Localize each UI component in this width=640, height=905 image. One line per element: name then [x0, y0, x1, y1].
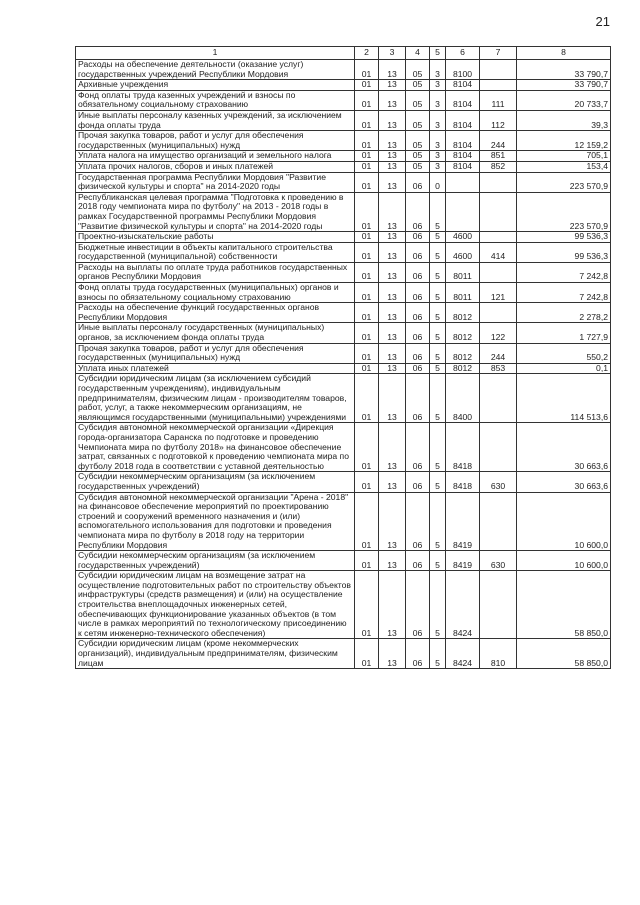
row-description: Иные выплаты персоналу государственных (муниципальных) органов, за исключением фонда оплаты труда	[76, 323, 355, 343]
row-code-c4: 05	[406, 80, 430, 91]
row-code-c7: 414	[480, 242, 517, 262]
row-code-c5: 5	[430, 551, 446, 571]
row-code-c6: 8012	[446, 323, 480, 343]
row-code-c2: 01	[355, 423, 379, 472]
row-code-c5: 5	[430, 492, 446, 551]
row-amount: 58 850,0	[517, 639, 611, 669]
row-code-c2: 01	[355, 571, 379, 639]
row-code-c3: 13	[379, 363, 406, 374]
row-code-c3: 13	[379, 151, 406, 162]
row-code-c5: 0	[430, 172, 446, 192]
row-code-c4: 06	[406, 192, 430, 231]
row-code-c3: 13	[379, 232, 406, 243]
row-code-c7: 810	[480, 639, 517, 669]
row-code-c2: 01	[355, 639, 379, 669]
table-row	[76, 639, 611, 669]
row-description: Фонд оплаты труда казенных учреждений и взносы по обязательному социальному страхованию	[76, 90, 355, 110]
row-code-c6: 8104	[446, 131, 480, 151]
row-code-c6: 8400	[446, 374, 480, 423]
table-row	[76, 472, 611, 492]
row-code-c5: 3	[430, 151, 446, 162]
row-code-c6: 8011	[446, 262, 480, 282]
column-header-4: 4	[406, 47, 430, 60]
row-code-c2: 01	[355, 262, 379, 282]
row-description: Уплата иных платежей	[76, 363, 355, 374]
row-code-c5: 5	[430, 472, 446, 492]
table-body	[76, 60, 611, 669]
row-code-c5: 3	[430, 131, 446, 151]
row-code-c6: 8011	[446, 283, 480, 303]
table-row	[76, 262, 611, 282]
row-code-c2: 01	[355, 60, 379, 80]
table-row	[76, 232, 611, 243]
row-code-c5: 3	[430, 90, 446, 110]
table-row	[76, 131, 611, 151]
row-code-c4: 06	[406, 423, 430, 472]
row-description: Субсидии юридическим лицам (кроме некоммерческих организаций), индивидуальным предпринимателям, физическим лицам	[76, 639, 355, 669]
row-code-c4: 06	[406, 323, 430, 343]
row-amount: 99 536,3	[517, 232, 611, 243]
row-code-c4: 06	[406, 492, 430, 551]
column-header-6: 6	[446, 47, 480, 60]
row-code-c7: 111	[480, 90, 517, 110]
column-header-3: 3	[379, 47, 406, 60]
row-amount: 114 513,6	[517, 374, 611, 423]
row-code-c2: 01	[355, 472, 379, 492]
row-code-c5: 5	[430, 571, 446, 639]
table-row	[76, 110, 611, 130]
row-code-c2: 01	[355, 492, 379, 551]
row-code-c7	[480, 303, 517, 323]
row-code-c2: 01	[355, 343, 379, 363]
row-code-c2: 01	[355, 323, 379, 343]
row-code-c6: 8419	[446, 551, 480, 571]
row-code-c6: 8419	[446, 492, 480, 551]
row-code-c3: 13	[379, 90, 406, 110]
row-code-c7	[480, 192, 517, 231]
row-code-c4: 05	[406, 151, 430, 162]
row-description: Субсидия автономной некоммерческой организации «Дирекция города-организатора Саранска по подготовке и проведению Чемпионата мира по футболу 2018» на финансовое обеспечение затрат, связанных с подготовкой к проведению чемпионата мира по футболу 2018 года в соответствии с уставной деятельностью	[76, 423, 355, 472]
row-code-c2: 01	[355, 363, 379, 374]
row-description: Бюджетные инвестиции в объекты капитального строительства государственной (муниципальной) собственности	[76, 242, 355, 262]
row-description: Субсидии некоммерческим организациям (за исключением государственных учреждений)	[76, 551, 355, 571]
row-description: Субсидии юридическим лицам (за исключением субсидий государственным учреждениям), индивидуальным предпринимателям, физическим лицам - производителям товаров, работ, услуг, а также некоммерческим организациям, не являющимся государственными (муниципальными) учреждениями	[76, 374, 355, 423]
row-amount: 30 663,6	[517, 423, 611, 472]
row-code-c3: 13	[379, 492, 406, 551]
row-code-c2: 01	[355, 242, 379, 262]
row-code-c7	[480, 172, 517, 192]
row-amount: 1 727,9	[517, 323, 611, 343]
column-header-1: 1	[76, 47, 355, 60]
row-amount: 99 536,3	[517, 242, 611, 262]
table-row	[76, 151, 611, 162]
row-code-c2: 01	[355, 90, 379, 110]
row-code-c2: 01	[355, 161, 379, 172]
row-code-c4: 06	[406, 242, 430, 262]
row-description: Проектно-изыскательские работы	[76, 232, 355, 243]
row-amount: 39,3	[517, 110, 611, 130]
row-code-c7	[480, 423, 517, 472]
row-code-c7: 244	[480, 131, 517, 151]
row-amount: 223 570,9	[517, 192, 611, 231]
row-code-c7	[480, 60, 517, 80]
row-code-c5: 5	[430, 323, 446, 343]
table-row	[76, 172, 611, 192]
row-code-c6: 8104	[446, 110, 480, 130]
row-description: Архивные учреждения	[76, 80, 355, 91]
row-code-c5: 5	[430, 262, 446, 282]
row-amount: 33 790,7	[517, 60, 611, 80]
row-code-c3: 13	[379, 262, 406, 282]
row-amount: 10 600,0	[517, 492, 611, 551]
row-code-c7: 244	[480, 343, 517, 363]
row-amount: 153,4	[517, 161, 611, 172]
table-row	[76, 363, 611, 374]
row-code-c7: 851	[480, 151, 517, 162]
row-description: Субсидии юридическим лицам на возмещение затрат на осуществление подготовительных работ по строительству объектов инфраструктуры (средств размещения) и (или) на осуществление строительства внеплощадочных инженерных сетей, обеспечивающих функционирование указанных объектов (в том числе в рамках мероприятий по технологическому присоединению к сетям инженерно-технического обеспечения)	[76, 571, 355, 639]
row-code-c4: 06	[406, 571, 430, 639]
row-code-c7	[480, 374, 517, 423]
row-code-c4: 06	[406, 551, 430, 571]
row-code-c5: 3	[430, 161, 446, 172]
row-code-c5: 5	[430, 242, 446, 262]
row-code-c3: 13	[379, 374, 406, 423]
row-code-c4: 06	[406, 363, 430, 374]
table-row	[76, 80, 611, 91]
table-row	[76, 551, 611, 571]
row-code-c3: 13	[379, 639, 406, 669]
row-code-c7: 121	[480, 283, 517, 303]
row-amount: 7 242,8	[517, 283, 611, 303]
row-code-c6: 8012	[446, 363, 480, 374]
row-code-c5: 5	[430, 283, 446, 303]
table-row	[76, 374, 611, 423]
row-code-c6: 8418	[446, 472, 480, 492]
row-code-c3: 13	[379, 303, 406, 323]
row-code-c4: 05	[406, 110, 430, 130]
row-amount: 550,2	[517, 343, 611, 363]
row-code-c2: 01	[355, 283, 379, 303]
row-amount: 30 663,6	[517, 472, 611, 492]
row-code-c6: 8424	[446, 571, 480, 639]
row-code-c6	[446, 192, 480, 231]
row-code-c2: 01	[355, 172, 379, 192]
column-header-2: 2	[355, 47, 379, 60]
row-code-c5: 5	[430, 423, 446, 472]
row-description: Уплата налога на имущество организаций и земельного налога	[76, 151, 355, 162]
row-code-c4: 05	[406, 131, 430, 151]
row-code-c4: 06	[406, 343, 430, 363]
row-amount: 223 570,9	[517, 172, 611, 192]
row-code-c6: 8100	[446, 60, 480, 80]
row-amount: 0,1	[517, 363, 611, 374]
row-code-c2: 01	[355, 374, 379, 423]
row-code-c4: 06	[406, 374, 430, 423]
row-amount: 7 242,8	[517, 262, 611, 282]
row-code-c7: 122	[480, 323, 517, 343]
row-code-c7: 630	[480, 551, 517, 571]
row-code-c4: 06	[406, 172, 430, 192]
row-code-c5: 3	[430, 60, 446, 80]
row-code-c7	[480, 492, 517, 551]
row-code-c3: 13	[379, 60, 406, 80]
row-code-c3: 13	[379, 131, 406, 151]
table-row	[76, 242, 611, 262]
row-code-c7	[480, 80, 517, 91]
row-description: Республиканская целевая программа "Подготовка к проведению в 2018 году чемпионата мира по футболу" на 2013 - 2018 годы в рамках Государственной программы Республики Мордовия "Развитие физической культуры и спорта" на 2014-2020 годы	[76, 192, 355, 231]
row-code-c4: 06	[406, 303, 430, 323]
row-code-c5: 5	[430, 343, 446, 363]
row-code-c5: 5	[430, 374, 446, 423]
table-row	[76, 60, 611, 80]
row-code-c6: 4600	[446, 232, 480, 243]
row-code-c3: 13	[379, 423, 406, 472]
row-code-c3: 13	[379, 571, 406, 639]
row-code-c2: 01	[355, 131, 379, 151]
row-code-c5: 3	[430, 80, 446, 91]
row-code-c7: 630	[480, 472, 517, 492]
row-code-c6: 8104	[446, 80, 480, 91]
row-code-c4: 06	[406, 639, 430, 669]
row-code-c6: 8104	[446, 151, 480, 162]
table-row	[76, 571, 611, 639]
row-code-c3: 13	[379, 161, 406, 172]
row-amount: 2 278,2	[517, 303, 611, 323]
row-code-c7: 853	[480, 363, 517, 374]
row-code-c4: 05	[406, 90, 430, 110]
row-code-c5: 5	[430, 192, 446, 231]
row-code-c7	[480, 232, 517, 243]
row-description: Иные выплаты персоналу казенных учреждений, за исключением фонда оплаты труда	[76, 110, 355, 130]
table-row	[76, 323, 611, 343]
table-row	[76, 343, 611, 363]
row-code-c5: 5	[430, 232, 446, 243]
row-code-c6: 8418	[446, 423, 480, 472]
table-row	[76, 492, 611, 551]
budget-table	[75, 46, 611, 669]
row-code-c5: 5	[430, 363, 446, 374]
row-description: Расходы на выплаты по оплате труда работников государственных органов Республики Мордовия	[76, 262, 355, 282]
row-description: Фонд оплаты труда государственных (муниципальных) органов и взносы по обязательному социальному страхованию	[76, 283, 355, 303]
row-amount: 58 850,0	[517, 571, 611, 639]
row-code-c7: 112	[480, 110, 517, 130]
row-code-c3: 13	[379, 80, 406, 91]
row-description: Расходы на обеспечение функций государственных органов Республики Мордовия	[76, 303, 355, 323]
table-row	[76, 423, 611, 472]
table-row	[76, 303, 611, 323]
row-amount: 12 159,2	[517, 131, 611, 151]
table-row	[76, 90, 611, 110]
page-number: 21	[595, 14, 610, 29]
row-description: Государственная программа Республики Мордовия "Развитие физической культуры и спорта" на 2014-2020 годы	[76, 172, 355, 192]
row-code-c6	[446, 172, 480, 192]
row-code-c3: 13	[379, 283, 406, 303]
row-code-c4: 05	[406, 161, 430, 172]
row-code-c6: 8012	[446, 303, 480, 323]
row-amount: 705,1	[517, 151, 611, 162]
row-code-c3: 13	[379, 343, 406, 363]
row-amount: 20 733,7	[517, 90, 611, 110]
row-code-c4: 06	[406, 472, 430, 492]
row-code-c3: 13	[379, 172, 406, 192]
row-code-c6: 8104	[446, 161, 480, 172]
row-code-c5: 5	[430, 303, 446, 323]
column-header-7: 7	[480, 47, 517, 60]
row-code-c3: 13	[379, 323, 406, 343]
row-description: Субсидия автономной некоммерческой организации "Арена - 2018" на финансовое обеспечение мероприятий по проектированию строений и сооружений временного назначения и (или) вспомогательного использования для подготовки и проведения чемпионата мира по футболу в 2018 году на территории Республики Мордовия	[76, 492, 355, 551]
row-code-c3: 13	[379, 110, 406, 130]
column-header-5: 5	[430, 47, 446, 60]
table-row	[76, 283, 611, 303]
table-header-row	[76, 47, 611, 60]
row-code-c7: 852	[480, 161, 517, 172]
row-description: Расходы на обеспечение деятельности (оказание услуг) государственных учреждений Республики Мордовия	[76, 60, 355, 80]
row-code-c3: 13	[379, 192, 406, 231]
row-amount: 33 790,7	[517, 80, 611, 91]
row-description: Прочая закупка товаров, работ и услуг для обеспечения государственных (муниципальных) нужд	[76, 131, 355, 151]
row-code-c2: 01	[355, 151, 379, 162]
row-code-c7	[480, 262, 517, 282]
row-code-c2: 01	[355, 232, 379, 243]
row-code-c6: 8104	[446, 90, 480, 110]
row-code-c2: 01	[355, 303, 379, 323]
row-code-c6: 4600	[446, 242, 480, 262]
row-description: Прочая закупка товаров, работ и услуг для обеспечения государственных (муниципальных) нужд	[76, 343, 355, 363]
row-description: Уплата прочих налогов, сборов и иных платежей	[76, 161, 355, 172]
table-row	[76, 192, 611, 231]
row-code-c2: 01	[355, 80, 379, 91]
row-code-c2: 01	[355, 192, 379, 231]
column-header-8: 8	[517, 47, 611, 60]
row-code-c6: 8012	[446, 343, 480, 363]
row-amount: 10 600,0	[517, 551, 611, 571]
row-code-c4: 06	[406, 262, 430, 282]
row-code-c6: 8424	[446, 639, 480, 669]
row-code-c2: 01	[355, 110, 379, 130]
row-description: Субсидии некоммерческим организациям (за исключением государственных учреждений)	[76, 472, 355, 492]
row-code-c7	[480, 571, 517, 639]
row-code-c4: 06	[406, 283, 430, 303]
row-code-c2: 01	[355, 551, 379, 571]
row-code-c4: 06	[406, 232, 430, 243]
row-code-c3: 13	[379, 472, 406, 492]
table-row	[76, 161, 611, 172]
row-code-c4: 05	[406, 60, 430, 80]
row-code-c3: 13	[379, 551, 406, 571]
row-code-c5: 3	[430, 110, 446, 130]
row-code-c3: 13	[379, 242, 406, 262]
row-code-c5: 5	[430, 639, 446, 669]
